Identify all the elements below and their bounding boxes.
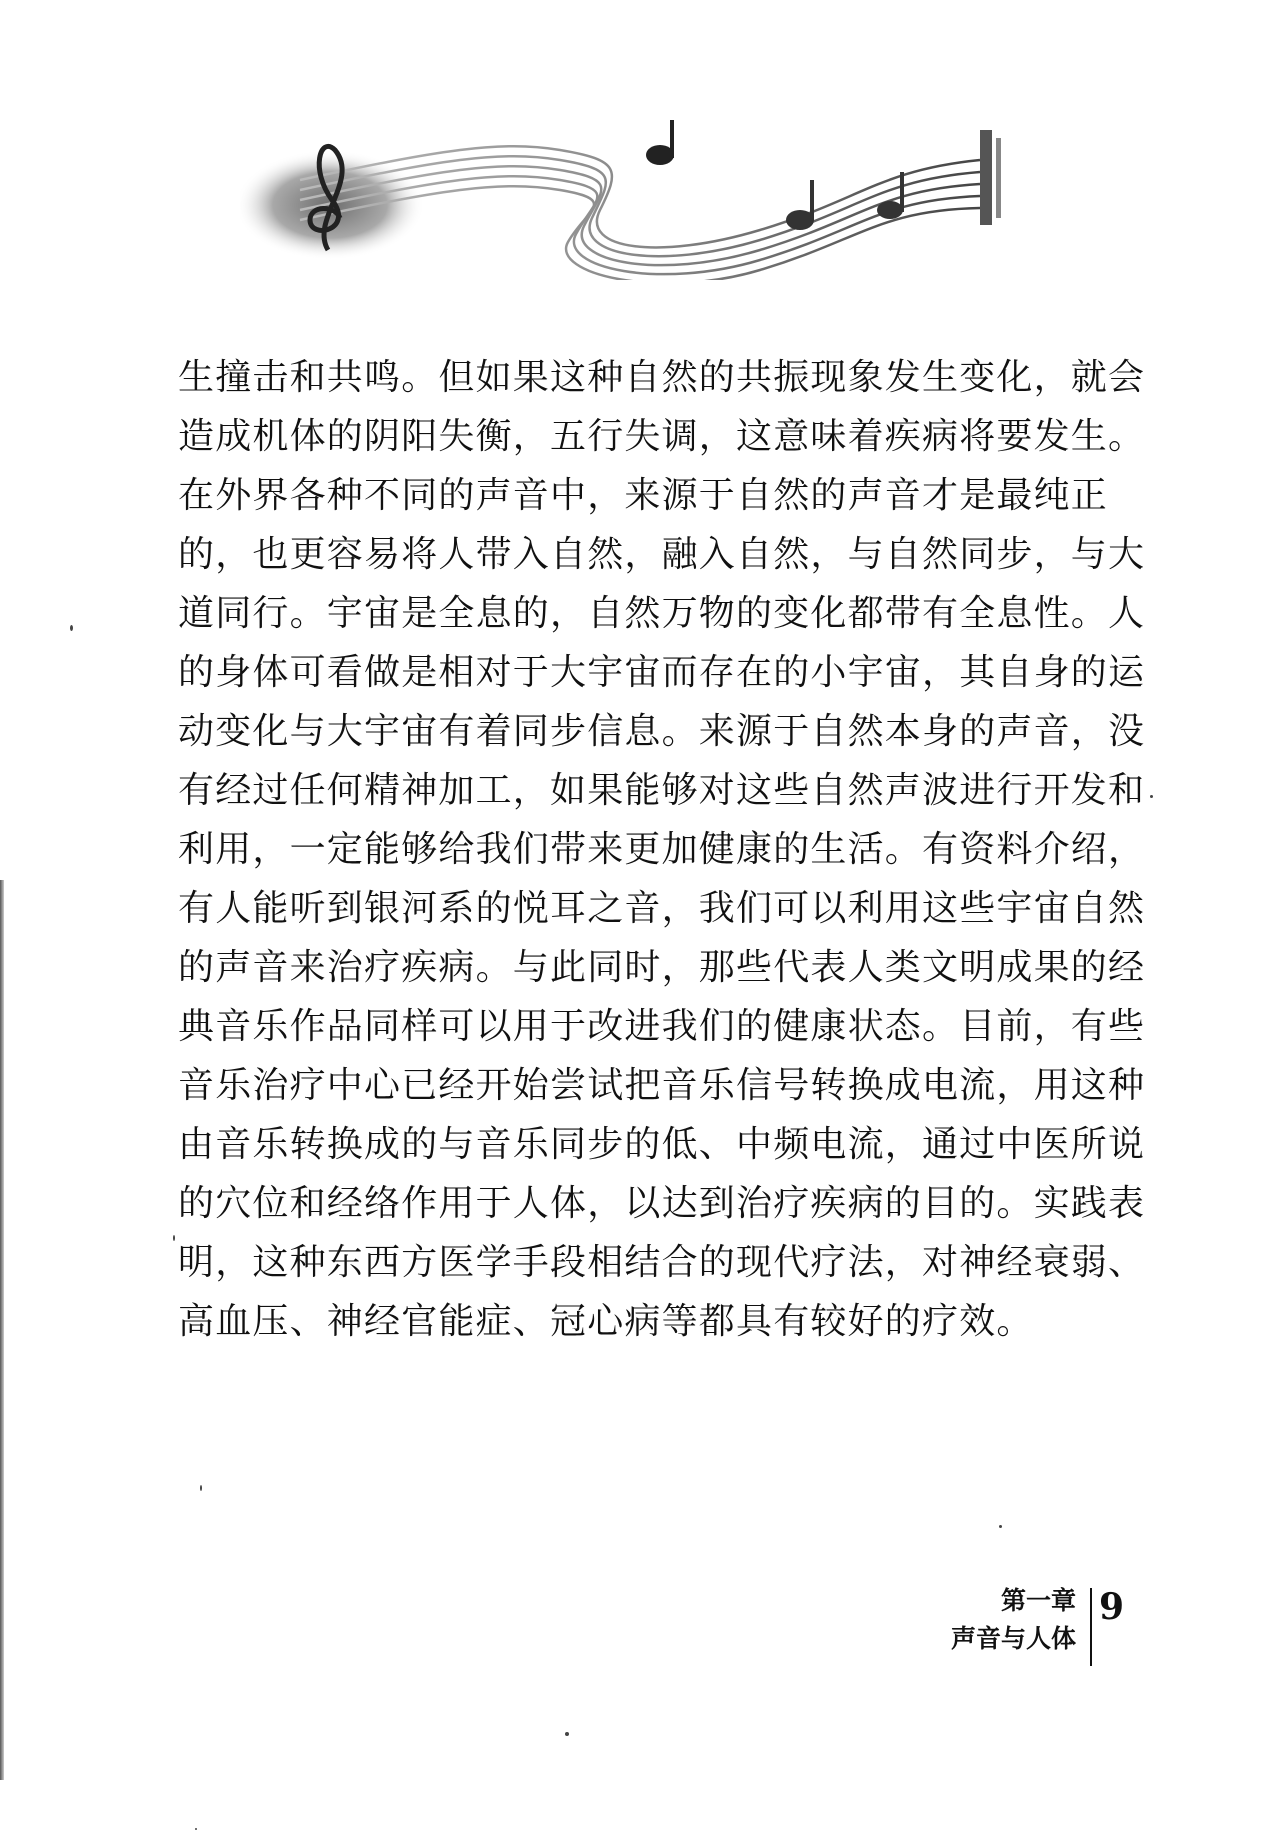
text-line: 高血压、神经官能症、冠心病等都具有较好的疗效。 — [178, 1301, 1034, 1342]
text-line: 的身体可看做是相对于大宇宙而存在的小宇宙，其自身的运 — [178, 652, 1146, 693]
scan-speck — [565, 1732, 569, 1736]
text-line: 利用，一定能够给我们带来更加健康的生活。有资料介绍， — [178, 829, 1146, 870]
text-line: 的穴位和经络作用于人体，以达到治疗疾病的目的。实践表 — [178, 1183, 1146, 1224]
text-line: 音乐治疗中心已经开始尝试把音乐信号转换成电流，用这种 — [178, 1065, 1146, 1106]
text-line: 典音乐作品同样可以用于改进我们的健康状态。目前，有些 — [178, 1006, 1146, 1047]
text-line: 的，也更容易将人带入自然，融入自然，与自然同步，与大 — [178, 534, 1146, 575]
text-line: 有人能听到银河系的悦耳之音，我们可以利用这些宇宙自然 — [178, 888, 1146, 929]
page-footer — [864, 1582, 1124, 1692]
scan-speck — [999, 1525, 1002, 1528]
scan-speck — [173, 1235, 175, 1241]
music-staff-treble-clef-icon — [240, 110, 1010, 280]
text-line: 道同行。宇宙是全息的，自然万物的变化都带有全息性。人 — [178, 593, 1146, 634]
text-line: 在外界各种不同的声音中，来源于自然的声音才是最纯正 — [178, 475, 1109, 516]
chapter-title: 声音与人体 — [950, 1624, 1076, 1653]
scan-speck — [70, 625, 73, 631]
chapter-number: 第一章 — [1000, 1586, 1076, 1615]
text-line: 生撞击和共鸣。但如果这种自然的共振现象发生变化，就会 — [178, 357, 1146, 398]
text-line: 造成机体的阴阳失衡，五行失调，这意味着疾病将要发生。 — [178, 416, 1146, 457]
text-line: 由音乐转换成的与音乐同步的低、中频电流，通过中医所说 — [178, 1124, 1146, 1165]
body-paragraph — [178, 348, 1146, 1351]
text-line: 明，这种东西方医学手段相结合的现代疗法，对神经衰弱、 — [178, 1242, 1146, 1283]
page-number: 9 — [1098, 1586, 1124, 1628]
text-line: 有经过任何精神加工，如果能够对这些自然声波进行开发和 — [178, 770, 1146, 811]
scan-speck — [1150, 795, 1153, 798]
footer-divider — [1090, 1588, 1092, 1666]
page-edge-shadow — [0, 880, 4, 1780]
chapter-heading — [951, 1582, 1076, 1658]
text-line: 的声音来治疗疾病。与此同时，那些代表人类文明成果的经 — [178, 947, 1146, 988]
text-line: 动变化与大宇宙有着同步信息。来源于自然本身的声音，没 — [178, 711, 1146, 752]
scan-speck — [200, 1485, 202, 1491]
